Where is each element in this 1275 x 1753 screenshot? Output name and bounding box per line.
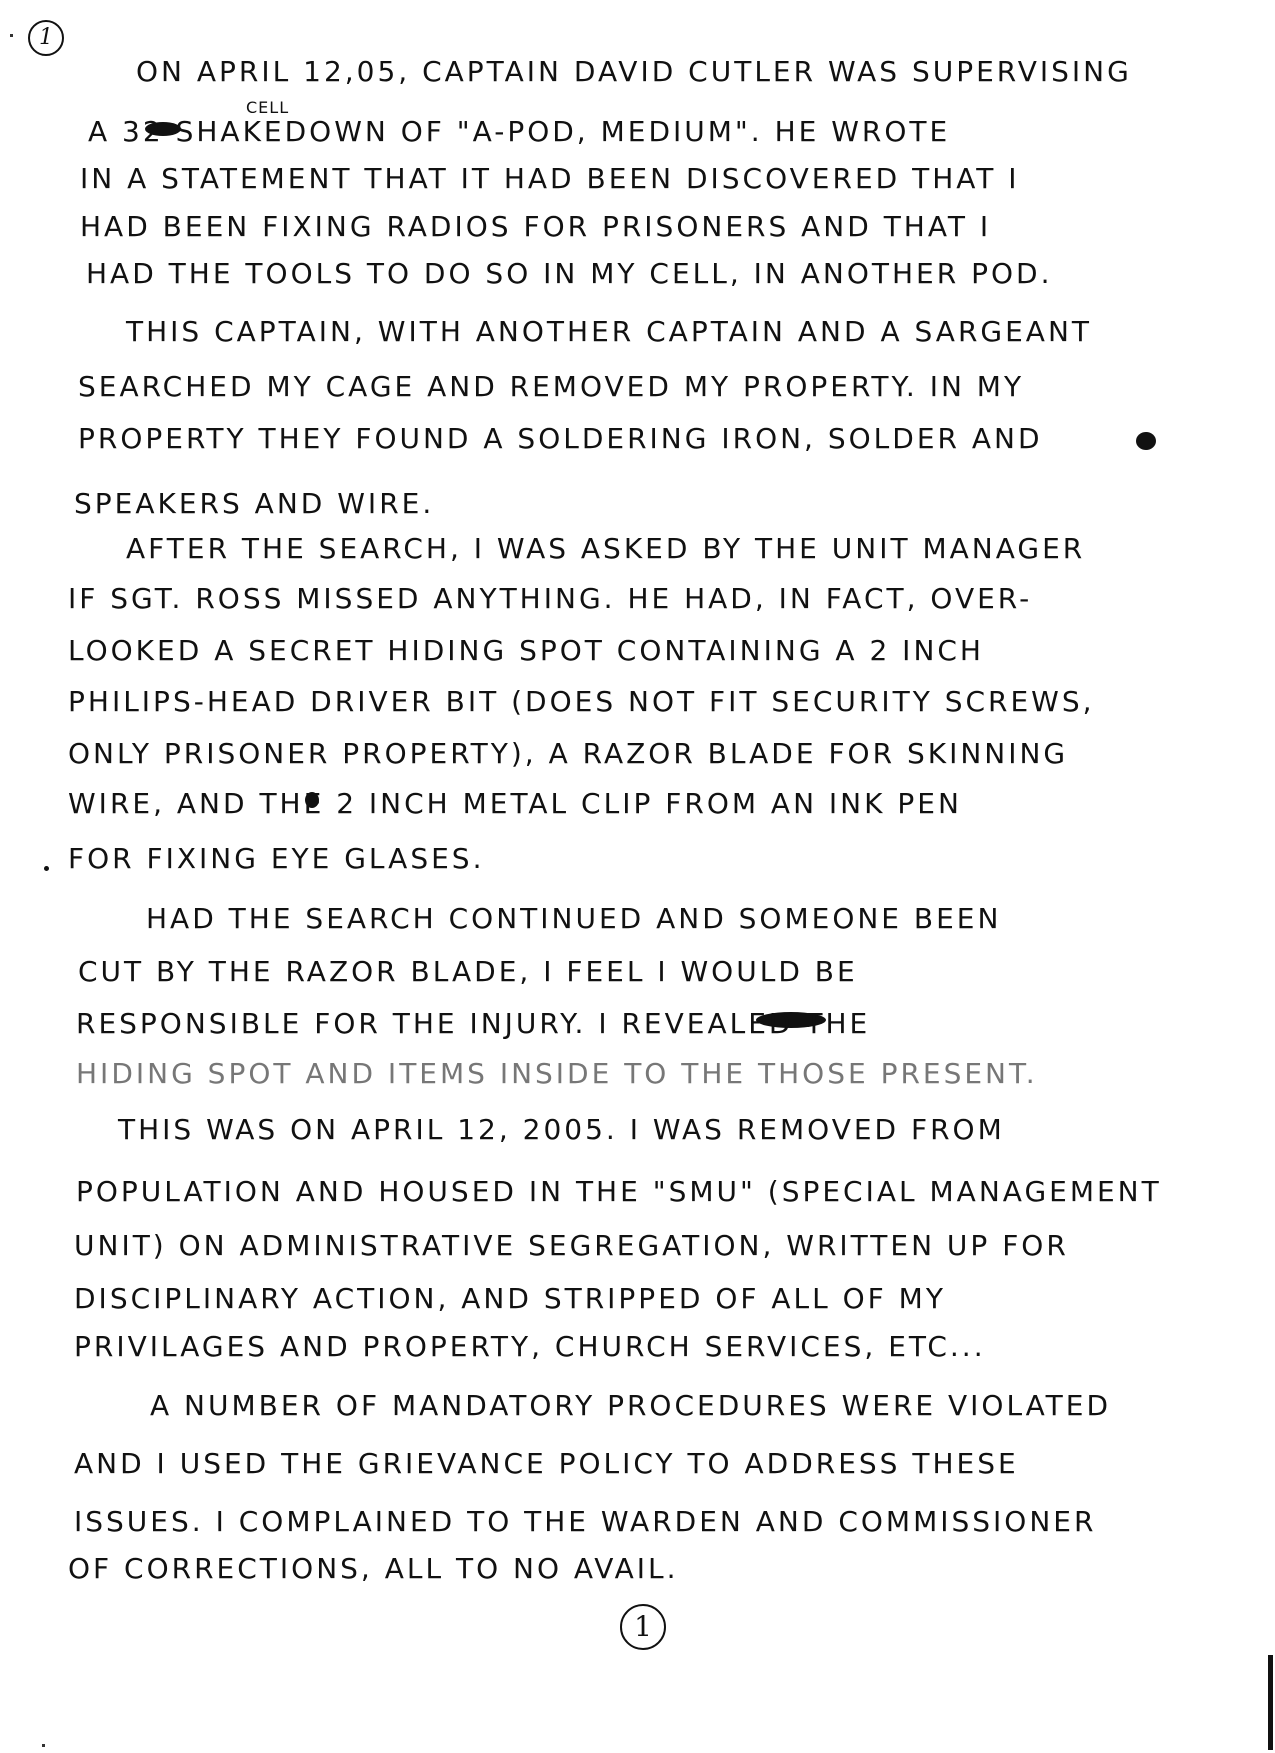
text-line: A NUMBER OF MANDATORY PROCEDURES WERE VIOLATED <box>150 1389 1112 1422</box>
text-line: HIDING SPOT AND ITEMS INSIDE TO THE THOSE PRESENT. <box>76 1057 1038 1090</box>
text-line: AND I USED THE GRIEVANCE POLICY TO ADDRESS THESE <box>74 1447 1019 1480</box>
text-line: PRIVILAGES AND PROPERTY, CHURCH SERVICES, ETC... <box>74 1330 986 1363</box>
text-line: POPULATION AND HOUSED IN THE "SMU" (SPECIAL MANAGEMENT <box>76 1175 1162 1208</box>
text-line: HAD THE SEARCH CONTINUED AND SOMEONE BEEN <box>146 902 1002 935</box>
text-line: PHILIPS-HEAD DRIVER BIT (DOES NOT FIT SECURITY SCREWS, <box>68 685 1095 718</box>
text-line: FOR FIXING EYE GLASES. <box>68 842 485 875</box>
text-line: HAD BEEN FIXING RADIOS FOR PRISONERS AND THAT I <box>80 210 992 243</box>
page-number-bottom: 1 <box>620 1604 666 1650</box>
text-line: IN A STATEMENT THAT IT HAD BEEN DISCOVERED THAT I <box>80 162 1020 195</box>
text-line: DISCIPLINARY ACTION, AND STRIPPED OF ALL OF MY <box>74 1282 946 1315</box>
text-line: SPEAKERS AND WIRE. <box>74 487 435 520</box>
text-line: UNIT) ON ADMINISTRATIVE SEGREGATION, WRITTEN UP FOR <box>74 1229 1069 1262</box>
text-line: SEARCHED MY CAGE AND REMOVED MY PROPERTY. IN MY <box>78 370 1025 403</box>
page-number-top: 1 <box>28 20 64 56</box>
text-line: ON APRIL 12,05, CAPTAIN DAVID CUTLER WAS SUPERVISING <box>136 55 1132 88</box>
scribble-blot <box>1136 432 1156 450</box>
text-line: CUT BY THE RAZOR BLADE, I FEEL I WOULD BE <box>78 955 858 988</box>
text-line: RESPONSIBLE FOR THE INJURY. I REVEALED THE <box>76 1007 871 1040</box>
text-line: AFTER THE SEARCH, I WAS ASKED BY THE UNIT MANAGER <box>126 532 1086 565</box>
text-line: ONLY PRISONER PROPERTY), A RAZOR BLADE FOR SKINNING <box>68 737 1069 770</box>
text-line: HAD THE TOOLS TO DO SO IN MY CELL, IN ANOTHER POD. <box>86 257 1053 290</box>
text-line: LOOKED A SECRET HIDING SPOT CONTAINING A 2 INCH <box>68 634 984 667</box>
insert-cell-annotation: CELL <box>246 98 290 117</box>
stray-dot <box>44 866 49 871</box>
scan-speck <box>10 34 13 37</box>
text-line: ISSUES. I COMPLAINED TO THE WARDEN AND COMMISSIONER <box>74 1505 1097 1538</box>
text-line: WIRE, AND THE 2 INCH METAL CLIP FROM AN INK PEN <box>68 787 962 820</box>
text-line: THIS CAPTAIN, WITH ANOTHER CAPTAIN AND A SARGEANT <box>126 315 1092 348</box>
text-line: OF CORRECTIONS, ALL TO NO AVAIL. <box>68 1552 679 1585</box>
text-line: A 32 SHAKEDOWN OF "A-POD, MEDIUM". HE WROTE <box>88 115 951 148</box>
text-line: PROPERTY THEY FOUND A SOLDERING IRON, SOLDER AND <box>78 422 1043 455</box>
text-line: THIS WAS ON APRIL 12, 2005. I WAS REMOVED FROM <box>118 1113 1005 1146</box>
text-line: IF SGT. ROSS MISSED ANYTHING. HE HAD, IN FACT, OVER- <box>68 582 1033 615</box>
scan-speck <box>42 1744 45 1747</box>
scan-edge-mark <box>1268 1655 1273 1750</box>
